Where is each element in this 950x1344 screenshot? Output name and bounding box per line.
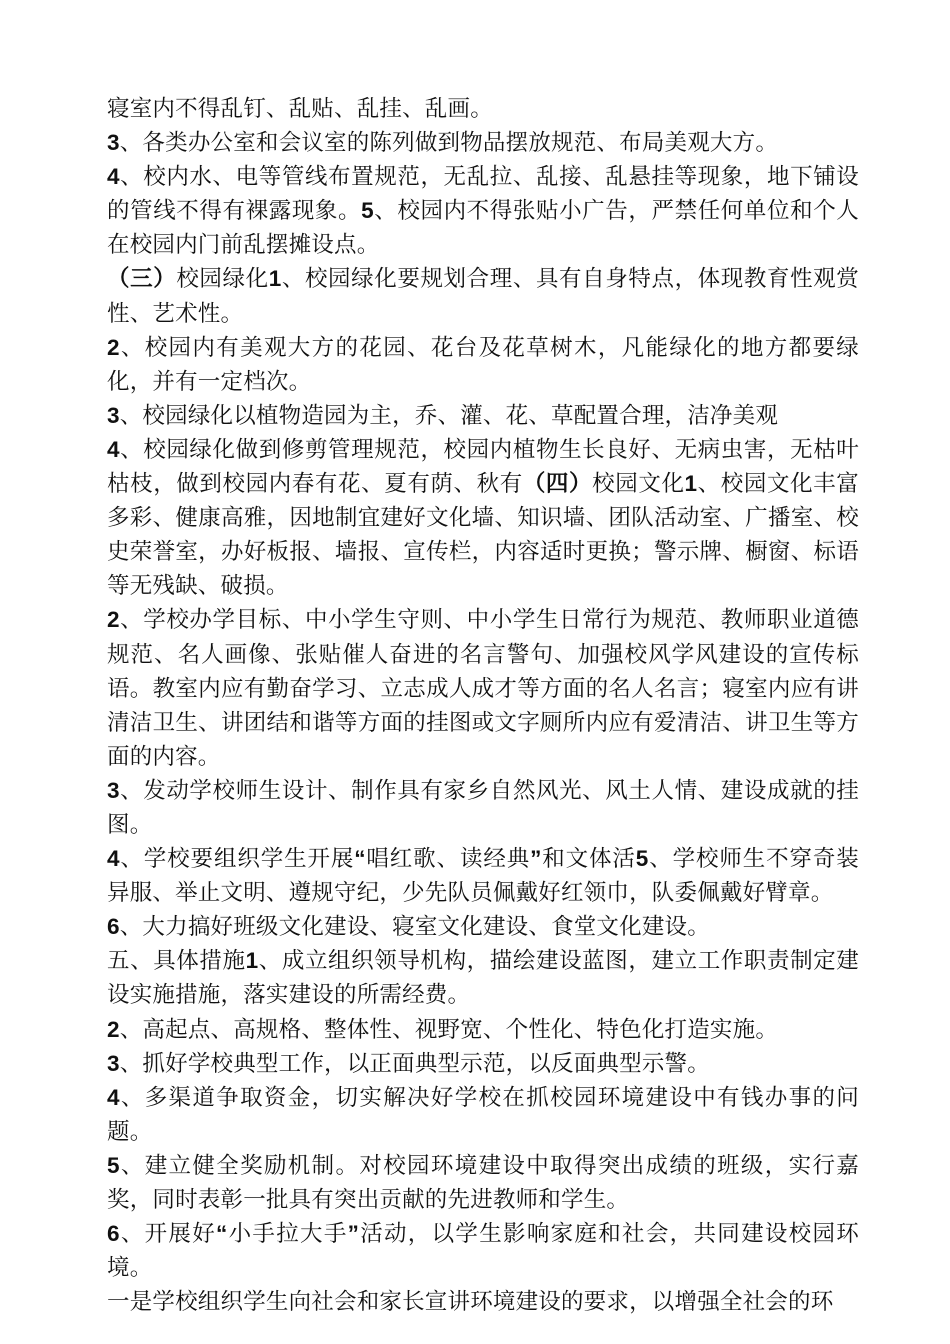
paragraph-text: 小手拉大手 bbox=[227, 1221, 348, 1248]
paragraph bbox=[107, 1047, 859, 1081]
paragraph-text: 寝室内不得乱钉、乱贴、乱挂、乱画。 bbox=[107, 96, 493, 122]
paragraph-text: 、成立组织领导机构，描绘建设蓝图，建立工作职责制定建设实施措施，落实建设的所需经费。 bbox=[107, 948, 860, 1009]
paragraph bbox=[107, 160, 859, 262]
paragraph-text: 、学校办学目标、中小学生守则、中小学生日常行为规范、教师职业道德规范、名人画像、张贴催人奋进的名言警句、加强校风学风建设的宣传标语。教室内应有勤奋学习、立志成人成才等方面的名人名言；寝室内应有讲清洁卫生、讲团结和谐等方面的挂图或文字厕所内应有爱清洁、讲卫生等方面的内容。 bbox=[107, 607, 859, 770]
paragraph-text: 、校园文化丰富多彩、健康高雅，因地制宜建好文化墙、知识墙、团队活动室、广播室、校史荣誉室，办好板报、墙报、宣传栏，内容适时更换；警示牌、橱窗、标语等无残缺、破损。 bbox=[107, 471, 859, 600]
paragraph-text: 五、具体措施 bbox=[107, 948, 246, 975]
paragraph-text: 、发动学校师生设计、制作具有家乡自然风光、风土人情、建设成就的挂图。 bbox=[107, 777, 859, 838]
list-marker: 6 bbox=[107, 1221, 120, 1247]
list-marker: 3 bbox=[107, 777, 120, 803]
paragraph bbox=[107, 774, 859, 842]
paragraph bbox=[107, 1285, 859, 1319]
paragraph-text: 活动，以学生影响家庭和社会，共同建设校园环境。 bbox=[107, 1221, 859, 1282]
list-marker: （四） bbox=[522, 471, 593, 497]
list-marker: 4 bbox=[107, 846, 120, 872]
list-marker: 3 bbox=[107, 1050, 120, 1076]
paragraph-text: 、校内水、电等管线布置规范，无乱拉、乱接、乱悬挂等现象，地下铺设的管线不得有裸露现象。 bbox=[107, 164, 859, 225]
list-marker: 4 bbox=[107, 436, 120, 462]
paragraph-text: 、多渠道争取资金，切实解决好学校在抓校园环境建设中有钱办事的问题。 bbox=[107, 1084, 859, 1145]
list-marker: 1 bbox=[245, 948, 259, 974]
paragraph-text: 校园绿化 bbox=[176, 266, 269, 293]
paragraph-text: 、校园内不得张贴小广告，严禁任何单位和个人在校园内门前乱摆摊设点。 bbox=[107, 198, 860, 259]
list-marker: 4 bbox=[107, 1084, 120, 1110]
list-marker: 6 bbox=[107, 914, 120, 940]
paragraph-text: 和文体活 bbox=[541, 846, 636, 873]
list-marker: 5 bbox=[635, 846, 649, 872]
paragraph-text: 、学校要组织学生开展 bbox=[119, 846, 355, 873]
paragraph-text: 、高起点、高规格、整体性、视野宽、个性化、特色化打造实施。 bbox=[119, 1016, 779, 1043]
paragraph-text: 、抓好学校典型工作，以正面典型示范，以反面典型示警。 bbox=[119, 1050, 710, 1077]
paragraph bbox=[107, 262, 859, 330]
paragraph bbox=[107, 433, 859, 603]
list-marker: 3 bbox=[107, 130, 120, 156]
list-marker: “ bbox=[354, 846, 366, 872]
list-marker: 2 bbox=[107, 334, 120, 360]
paragraph bbox=[107, 399, 859, 433]
paragraph-text: 、校园绿化以植物造园为主，乔、灌、花、草配置合理，洁净美观 bbox=[119, 402, 779, 429]
paragraph-text: 、建立健全奖励机制。对校园环境建设中取得突出成绩的班级，实行嘉奖，同时表彰一批具有突出贡献的先进教师和学生。 bbox=[107, 1152, 859, 1213]
paragraph bbox=[107, 1217, 859, 1285]
paragraph bbox=[107, 944, 859, 1012]
paragraph-text: 、校园绿化要规划合理、具有自身特点，体现教育性观赏性、艺术性。 bbox=[107, 266, 859, 327]
paragraph-text: 、大力搞好班级文化建设、寝室文化建设、食堂文化建设。 bbox=[119, 914, 710, 941]
paragraph bbox=[107, 1013, 859, 1047]
list-marker: 1 bbox=[684, 471, 698, 497]
paragraph-text: 校园文化 bbox=[592, 471, 685, 498]
paragraph bbox=[107, 1081, 859, 1149]
paragraph bbox=[107, 603, 859, 773]
paragraph-text: 、学校师生不穿奇装异服、举止文明、遵规守纪，少先队员佩戴好红领巾，队委佩戴好臂章。 bbox=[107, 846, 859, 907]
list-marker: 5 bbox=[107, 1152, 120, 1178]
list-marker: 3 bbox=[107, 402, 120, 428]
list-marker: 1 bbox=[268, 266, 282, 292]
document-page bbox=[107, 92, 859, 1319]
paragraph bbox=[107, 126, 859, 160]
paragraph-text: 、各类办公室和会议室的陈列做到物品摆放规范、布局美观大方。 bbox=[119, 130, 779, 157]
paragraph bbox=[107, 92, 859, 126]
list-marker: ” bbox=[347, 1221, 360, 1247]
list-marker: （三） bbox=[107, 266, 177, 292]
paragraph bbox=[107, 1149, 859, 1217]
list-marker: 4 bbox=[107, 164, 120, 190]
paragraph bbox=[107, 331, 859, 399]
paragraph-text: 、开展好 bbox=[119, 1221, 217, 1248]
list-marker: 5 bbox=[361, 198, 374, 224]
paragraph-text: 、校园绿化做到修剪管理规范，校园内植物生长良好、无病虫害，无枯叶枯枝，做到校园内春有花、夏有荫、秋有 bbox=[107, 436, 859, 498]
paragraph-text: 一是学校组织学生向社会和家长宣讲环境建设的要求，以增强全社会的环 bbox=[107, 1289, 834, 1316]
list-marker: 2 bbox=[107, 607, 120, 633]
paragraph-text: 、校园内有美观大方的花园、花台及花草树木，凡能绿化的地方都要绿化，并有一定档次。 bbox=[107, 334, 859, 395]
paragraph-text: 唱红歌、读经典 bbox=[365, 846, 531, 873]
paragraph bbox=[107, 842, 859, 910]
list-marker: ” bbox=[530, 846, 542, 872]
list-marker: 2 bbox=[107, 1016, 120, 1042]
paragraph bbox=[107, 910, 859, 944]
list-marker: “ bbox=[216, 1221, 228, 1247]
